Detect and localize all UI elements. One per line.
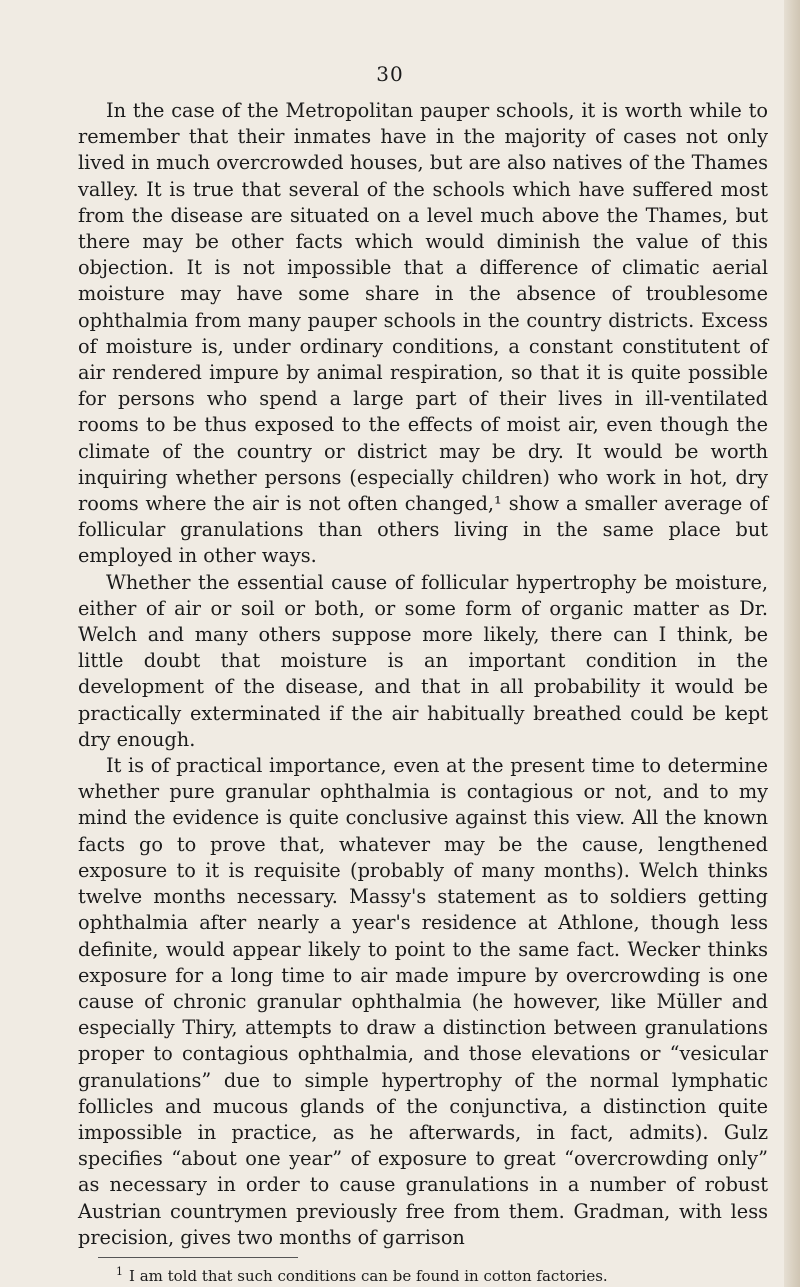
page-number: 30: [376, 62, 404, 86]
footnote-text: I am told that such conditions can be found in cotton factories.: [129, 1267, 608, 1285]
page-edge: [784, 0, 800, 1287]
footnote-rule: [98, 1257, 298, 1258]
paragraph-2: Whether the essential cause of follicular hypertrophy be moisture, either of air or soil or both, or some form of organic matter as Dr. Welch and many others suppose more likely, there can I think, be little doubt that moisture is an important condition in the development of the disease, and that in all probability it would be practically exterminated if the air habitually breathed could be kept dry enough.: [78, 570, 768, 751]
paragraph-1: In the case of the Metropolitan pauper schools, it is worth while to remember that their inmates have in the majority of cases not only lived in much overcrowded houses, but are also natives of the Thames valley. It is true that several of the schools which have suffered most from the disease are situated on a level much above the Thames, but there may be other facts which would diminish the value of this objection. It is not impossible that a difference of climatic aerial moisture may have some share in the absence of troublesome ophthalmia from many pauper schools in the country districts. Excess of moisture is, under ordinary conditions, a constant constitutent of air rendered impure by animal respiration, so that it is quite possible for persons who spend a large part of their lives in ill-ventilated rooms to be thus exposed to the effects of moist air, even though the climate of the country or district may be dry. It would be worth inquiring whether persons (especially children) who work in hot, dry rooms where the air is not often changed,¹ show a smaller average of follicular granulations than others living in the same place but employed in other ways.: [78, 99, 768, 568]
footnote: [116, 1262, 756, 1286]
footnote-mark: 1: [116, 1265, 123, 1278]
paragraph-3: It is of practical importance, even at the present time to determine whether pure granular ophthalmia is contagious or not, and to my mind the evidence is quite conclusive against this view. All the known facts go to prove that, whatever may be the cause, lengthened exposure to it is requisite (probably of many months). Welch thinks twelve months necessary. Massy's statement as to soldiers getting ophthalmia after nearly a year's residence at Athlone, though less definite, would appear likely to point to the same fact. Wecker thinks exposure for a long time to air made impure by overcrowding is one cause of chronic granular ophthalmia (he however, like Müller and especially Thiry, attempts to draw a distinction between granulations proper to contagious ophthalmia, and those elevations or “vesicular granulations” due to simple hypertrophy of the normal lymphatic follicles and mucous glands of the conjunctiva, a distinction quite impossible in practice, as he afterwards, in fact, admits). Gulz specifies “about one year” of exposure to great “overcrowding only” as necessary in order to cause granulations in a number of robust Austrian countrymen previously free from them. Gradman, with less precision, gives two months of garrison: [78, 754, 768, 1249]
body-text: [78, 98, 768, 1251]
